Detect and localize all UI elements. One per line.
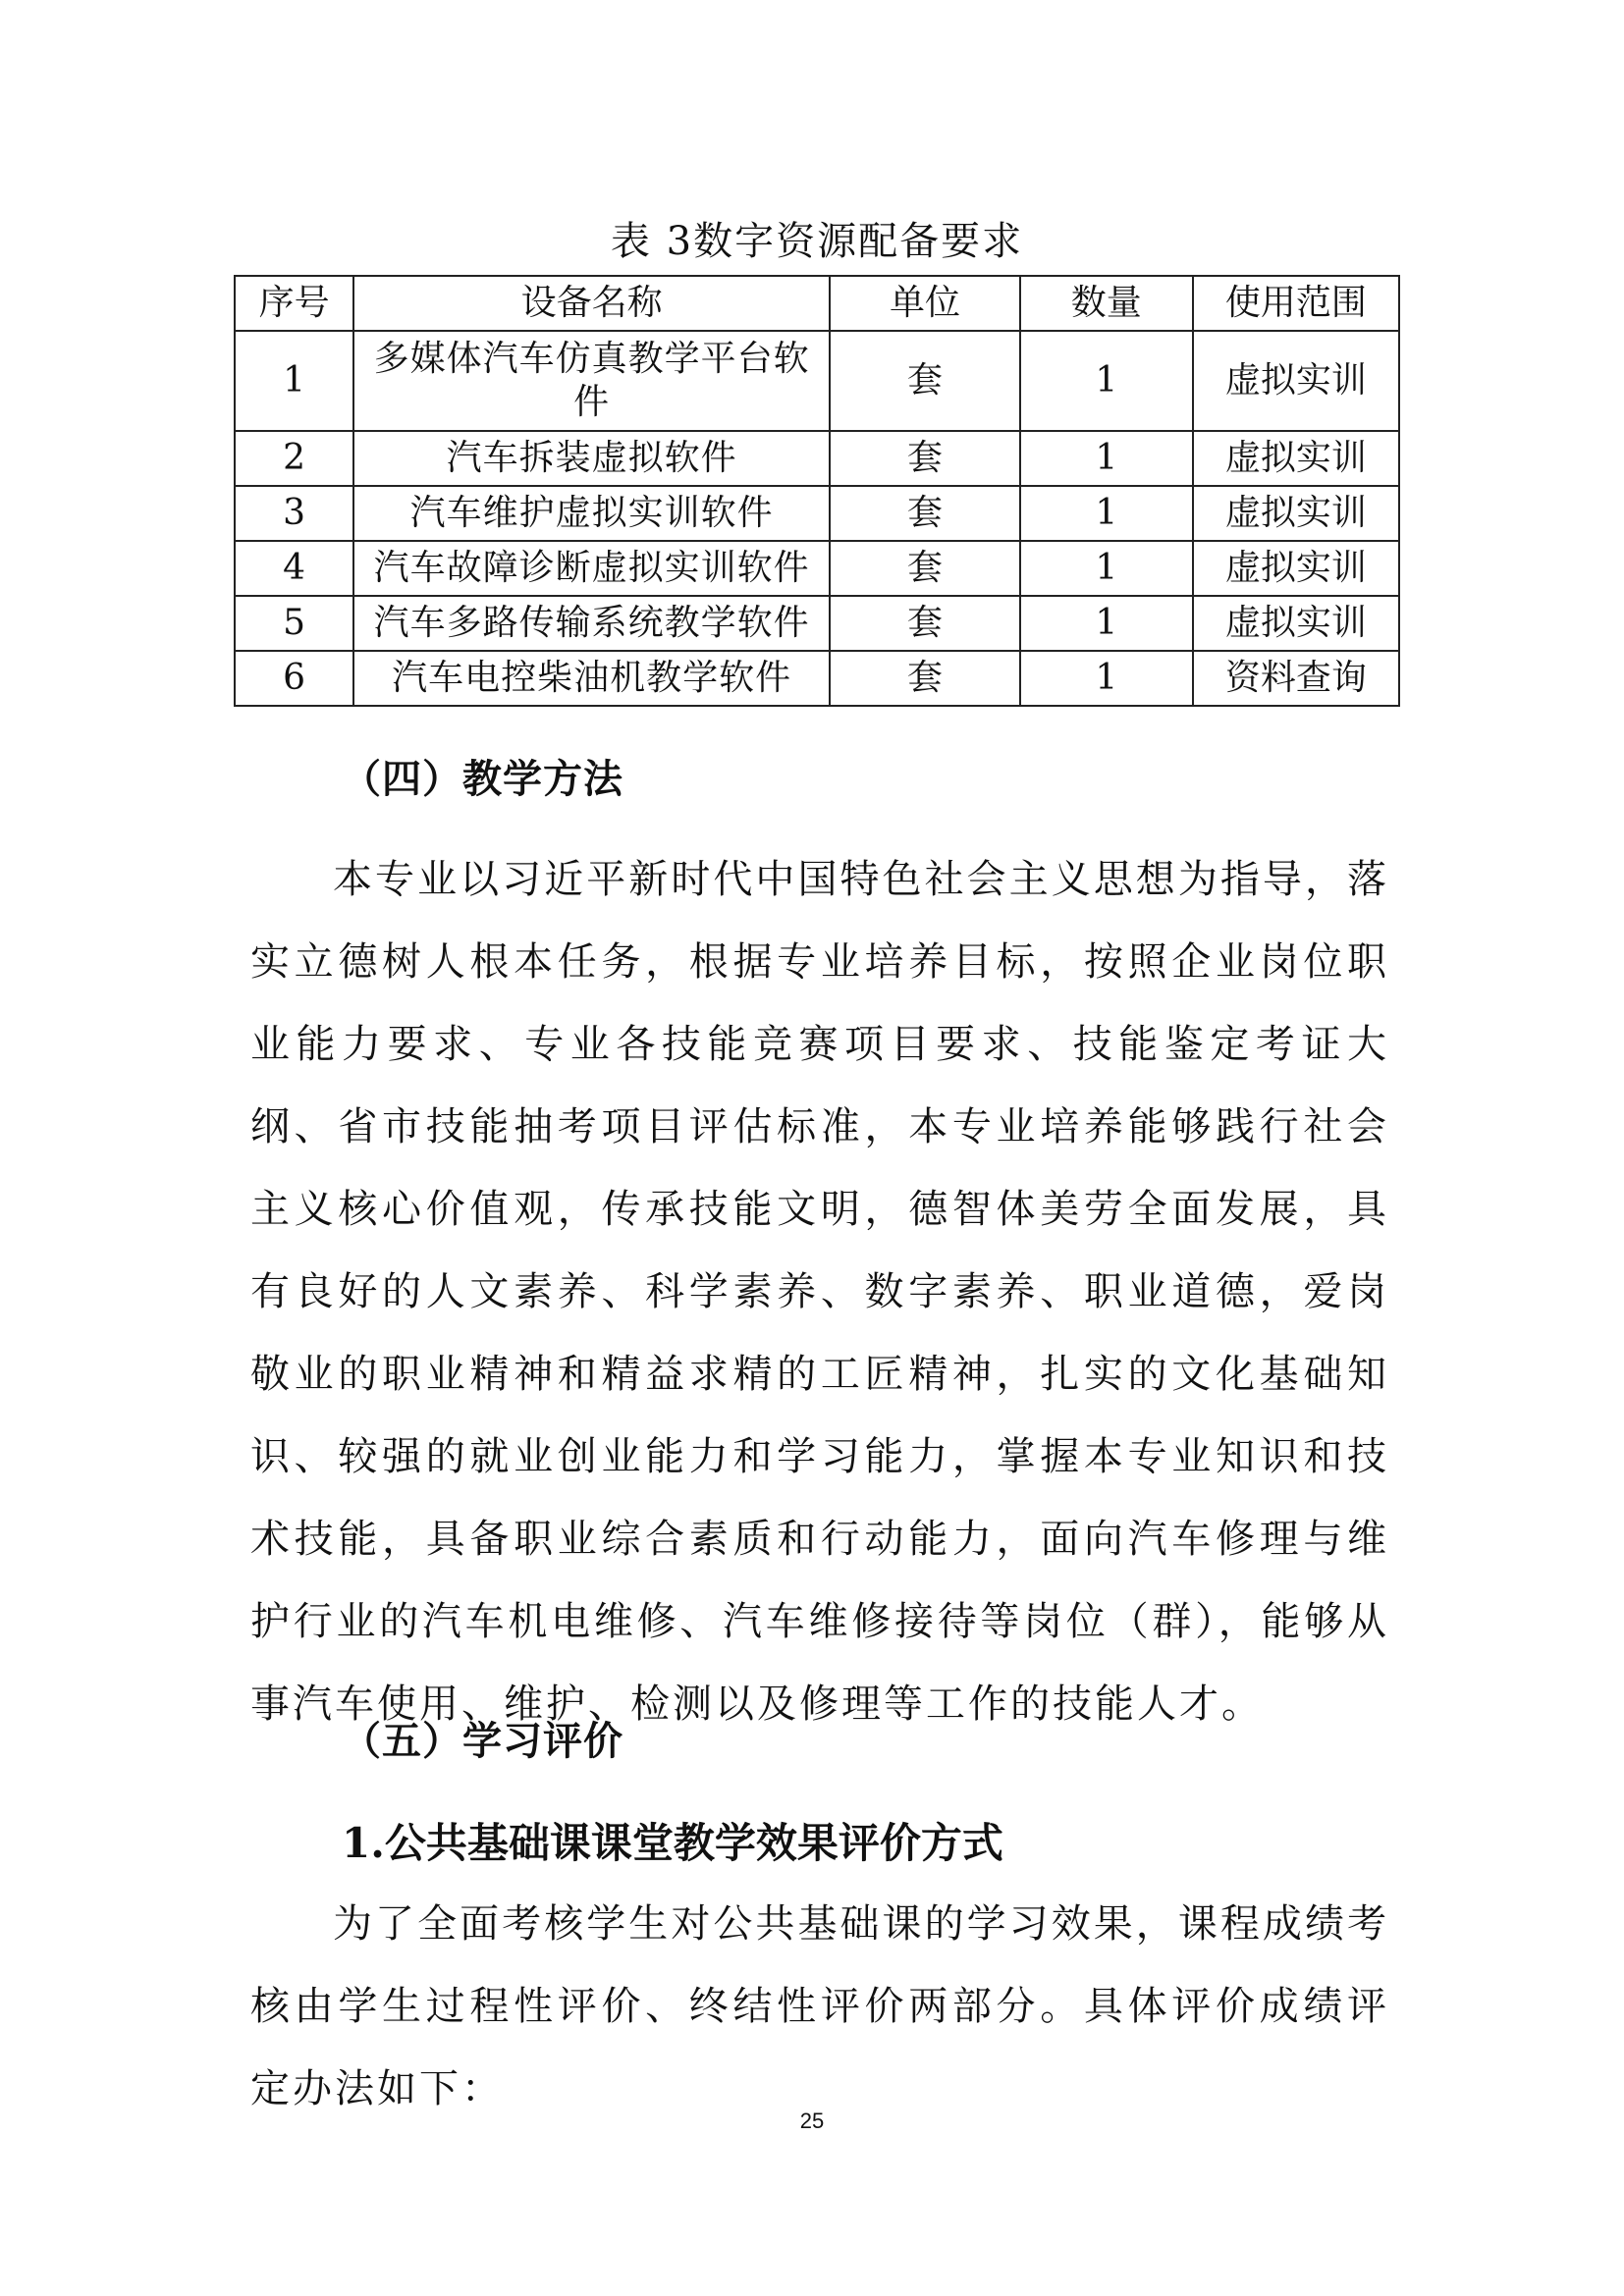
digital-resources-table — [234, 275, 1400, 707]
cell-scope: 虚拟实训 — [1193, 431, 1399, 486]
cell-unit: 套 — [830, 651, 1020, 706]
cell-scope: 资料查询 — [1193, 651, 1399, 706]
page-number: 25 — [799, 2109, 825, 2133]
cell-quantity: 1 — [1020, 541, 1193, 596]
cell-unit: 套 — [830, 486, 1020, 541]
paragraph-evaluation: 为了全面考核学生对公共基础课的学习效果，课程成绩考核由学生过程性评价、终结性评价两部分。具体评价成绩评定办法如下： — [250, 1901, 1389, 2111]
header-cell-no: 序号 — [235, 276, 353, 331]
cell-quantity: 1 — [1020, 651, 1193, 706]
section-heading-teaching-methods: （四）教学方法 — [342, 756, 623, 802]
header-cell-unit: 单位 — [830, 276, 1020, 331]
cell-scope: 虚拟实训 — [1193, 541, 1399, 596]
table-row — [235, 541, 1399, 596]
cell-quantity: 1 — [1020, 596, 1193, 651]
table-row — [235, 486, 1399, 541]
cell-name: 汽车多路传输系统教学软件 — [353, 596, 830, 651]
cell-no: 3 — [235, 486, 353, 541]
table-row — [235, 651, 1399, 706]
cell-name: 汽车电控柴油机教学软件 — [353, 651, 830, 706]
header-cell-quantity: 数量 — [1020, 276, 1193, 331]
section-heading-learning-evaluation: （五）学习评价 — [342, 1718, 623, 1764]
cell-unit: 套 — [830, 541, 1020, 596]
cell-name: 汽车故障诊断虚拟实训软件 — [353, 541, 830, 596]
cell-scope: 虚拟实训 — [1193, 486, 1399, 541]
cell-name: 多媒体汽车仿真教学平台软件 — [353, 331, 830, 431]
cell-quantity: 1 — [1020, 331, 1193, 431]
cell-scope: 虚拟实训 — [1193, 596, 1399, 651]
table-row — [235, 596, 1399, 651]
cell-no: 2 — [235, 431, 353, 486]
cell-quantity: 1 — [1020, 431, 1193, 486]
cell-name: 汽车维护虚拟实训软件 — [353, 486, 830, 541]
cell-unit: 套 — [830, 596, 1020, 651]
header-cell-name: 设备名称 — [353, 276, 830, 331]
cell-no: 5 — [235, 596, 353, 651]
cell-unit: 套 — [830, 331, 1020, 431]
cell-name: 汽车拆装虚拟软件 — [353, 431, 830, 486]
cell-unit: 套 — [830, 431, 1020, 486]
paragraph-teaching-methods: 本专业以习近平新时代中国特色社会主义思想为指导，落实立德树人根本任务，根据专业培养目标，按照企业岗位职业能力要求、专业各技能竞赛项目要求、技能鉴定考证大纲、省市技能抽考项目评估标准，本专业培养能够践行社会主义核心价值观，传承技能文明，德智体美劳全面发展，具有良好的人文素养、科学素养、数字素养、职业道德，爱岗敬业的职业精神和精益求精的工匠精神，扎实的文化基础知识、较强的就业创业能力和学习能力，掌握本专业知识和技术技能，具备职业综合素质和行动能力，面向汽车修理与维护行业的汽车机电维修、汽车维修接待等岗位（群），能够从事汽车使用、维护、检测以及修理等工作的技能人才。 — [250, 857, 1389, 1727]
table-row — [235, 331, 1399, 431]
cell-quantity: 1 — [1020, 486, 1193, 541]
table-caption: 表 3数字资源配备要求 — [610, 219, 1024, 264]
table-header-row — [235, 276, 1399, 331]
cell-no: 4 — [235, 541, 353, 596]
cell-scope: 虚拟实训 — [1193, 331, 1399, 431]
cell-no: 6 — [235, 651, 353, 706]
subheading-public-course-evaluation: 1.公共基础课课堂教学效果评价方式 — [342, 1819, 1003, 1867]
header-cell-scope: 使用范围 — [1193, 276, 1399, 331]
table-row — [235, 431, 1399, 486]
cell-no: 1 — [235, 331, 353, 431]
